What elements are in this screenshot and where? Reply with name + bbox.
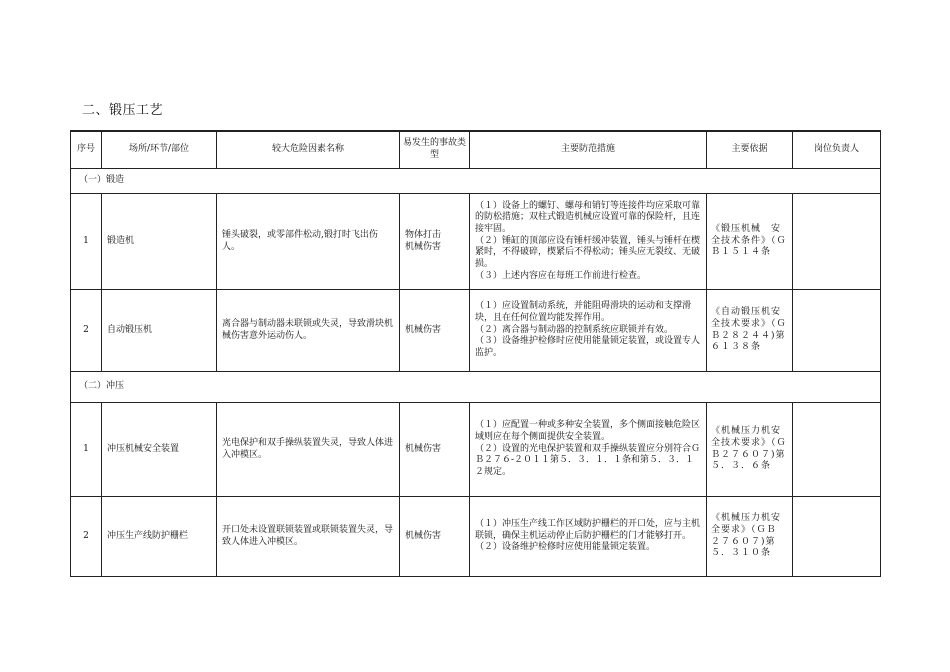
table-row	[71, 194, 881, 290]
measure-item: （３）上述内容应在每班工作前进行检查。	[475, 270, 647, 281]
row-hazard: 光电保护和双手操纵装置失灵，导致人体进入冲模区。	[217, 403, 400, 497]
row-owner	[793, 403, 881, 497]
row-hazard: 锤头破裂，或零部件松动,锻打时飞出伤人。	[217, 194, 400, 290]
measure-item: （２）设置的光电保护装置和双手操纵装置应分别符合ＧＢ２７６-２０１１第５．３．１．１条和第５．３．１２规定。	[475, 443, 701, 478]
measure-item: （１）应配置一种或多种安全装置，多个侧面接触危险区域则应在每个侧面提供安全装置。	[475, 420, 701, 442]
col-hazard: 较大危险因素名称	[217, 131, 400, 169]
row-place: 自动锻压机	[102, 290, 217, 372]
col-place: 场所/环节/部位	[102, 131, 217, 169]
row-seq: 1	[71, 194, 102, 290]
row-accident: 物体打击 机械伤害	[400, 194, 470, 290]
row-basis: 《机械压力机安全要求》（ＧＢ ２７６０７)第５．３１０条	[707, 497, 793, 577]
row-measures	[470, 290, 707, 372]
row-owner	[793, 497, 881, 577]
row-measures	[470, 497, 707, 577]
row-accident: 机械伤害	[400, 290, 470, 372]
measure-item: （２）设备维护检修时应使用能量锁定装置。	[475, 542, 656, 553]
measure-item: （３）设备维护检修时应使用能量锁定装置，或设置专人监护。	[475, 336, 701, 359]
row-basis: 《自动锻压机安全技术要求》（ＧＢ２８２４４)第６１３８条	[707, 290, 793, 372]
measure-item: （１）应设置制动系统，并能阻碍滑块的运动和支撑滑块，且在任何位置均能发挥作用。	[475, 301, 692, 323]
row-seq: 1	[71, 403, 102, 497]
measure-item: （１）冲压生产线工作区域防护栅栏的开口处，应与主机联锁，确保主机运动停止后防护栅栏的门才能够打开。	[475, 518, 701, 541]
row-hazard: 开口处未设置联锁装置或联锁装置失灵，导致人体进入冲模区。	[217, 497, 400, 577]
col-accident: 易发生的事故类型	[400, 131, 470, 169]
section-title: （一）锻造	[71, 169, 881, 194]
measure-item: （２）离合器与制动器的控制系统应联锁并有效。	[475, 324, 674, 335]
row-hazard: 离合器与制动器未联锁或失灵，导致滑块机械伤害意外运动伤人。	[217, 290, 400, 372]
row-basis: 《锻压机械 安全技术条件》（ＧＢ１５１４条	[707, 194, 793, 290]
row-owner	[793, 194, 881, 290]
row-measures	[470, 403, 707, 497]
hazard-table	[70, 130, 881, 577]
row-basis: 《机械压力机安全技术要求》（ＧＢ２７６０７)第５．３．６条	[707, 403, 793, 497]
measure-item: （２）锤缸的顶部应设有锤杆缓冲装置，锤头与锤杆在楔紧时，不得破碎，楔紧后不得松动；锤头应无裂纹、无破损。	[475, 235, 701, 270]
col-seq: 序号	[71, 131, 102, 169]
row-accident: 机械伤害	[400, 403, 470, 497]
col-owner: 岗位负责人	[793, 131, 881, 169]
col-measures: 主要防范措施	[470, 131, 707, 169]
section-row	[71, 169, 881, 194]
row-seq: 2	[71, 290, 102, 372]
row-place: 冲压机械安全装置	[102, 403, 217, 497]
row-place: 锻造机	[102, 194, 217, 290]
row-owner	[793, 290, 881, 372]
row-measures	[470, 194, 707, 290]
table-row	[71, 290, 881, 372]
row-seq: 2	[71, 497, 102, 577]
section-row	[71, 372, 881, 403]
page-heading: 二、锻压工艺	[82, 103, 164, 118]
section-title: （二）冲压	[71, 372, 881, 403]
row-accident: 机械伤害	[400, 497, 470, 577]
table-row	[71, 403, 881, 497]
row-place: 冲压生产线防护栅栏	[102, 497, 217, 577]
col-basis: 主要依据	[707, 131, 793, 169]
table-row	[71, 497, 881, 577]
header-row	[71, 131, 881, 169]
measure-item: （１）设备上的螺钉、螺母和销钉等连接件均应采取可靠的防松措施；双柱式锻造机械应设置可靠的保险杆，且连接牢固。	[475, 200, 701, 234]
